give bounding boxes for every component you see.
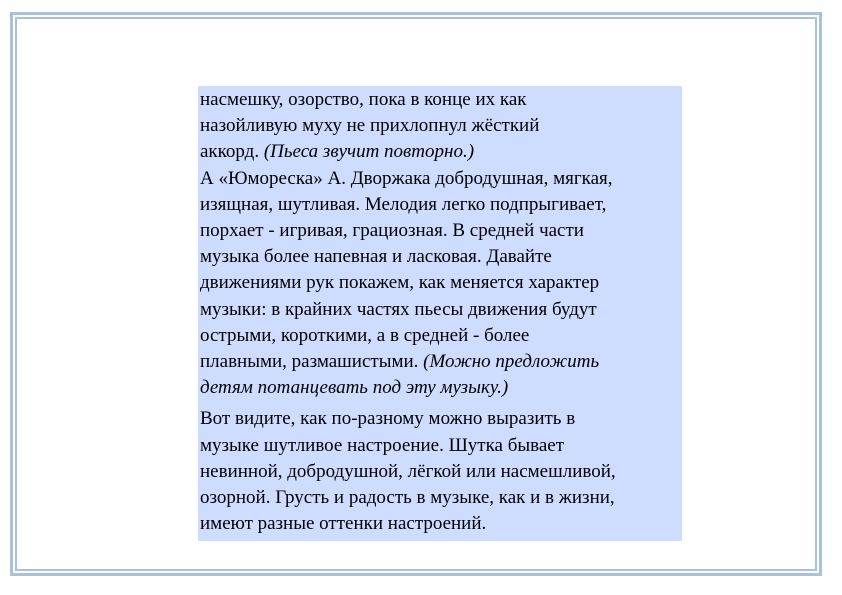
text-line: плавными, размашистыми. (Можно предложить: [200, 351, 600, 373]
text-line: изящная, шутливая. Мелодия легко подпрыгивает,: [200, 193, 607, 215]
text-line: озорной. Грусть и радость в музыке, как и в жизни,: [200, 487, 615, 509]
text-line: имеют разные оттенки настроений.: [200, 513, 487, 535]
text-line: насмешку, озорство, пока в конце их как: [200, 89, 527, 110]
text-line: [200, 375, 682, 401]
text-line: острыми, короткими, а в средней - более: [200, 324, 530, 346]
text-line: музыки: в крайних частях пьесы движения будут: [200, 298, 597, 320]
text-line: А «Юмореска» А. Дворжака добродушная, мягкая,: [200, 167, 613, 189]
text-line: порхает - игривая, грациозная. В средней части: [200, 220, 584, 242]
text-line: музыка более напевная и ласковая. Давайте: [200, 246, 552, 268]
text-box: [198, 86, 682, 541]
text-line: музыке шутливое настроение. Шутка бывает: [200, 434, 565, 456]
text-line: назойливую муху не прихлопнул жёсткий: [200, 115, 540, 137]
paragraph-3: [200, 406, 682, 537]
text-line: движениями рук покажем, как меняется характер: [200, 272, 600, 294]
stage-direction: детям потанцевать под эту музыку.): [200, 377, 509, 399]
stage-direction: (Пьеса звучит повторно.): [263, 141, 475, 163]
paragraph-1: [200, 87, 682, 166]
text-line: невинной, добродушной, лёгкой или насмешливой,: [200, 460, 616, 482]
text-line: Вот видите, как по-разному можно выразить в: [200, 408, 576, 430]
paragraph-2: [200, 166, 682, 402]
text-line: аккорд. (Пьеса звучит повторно.): [200, 141, 475, 163]
stage-direction: (Можно предложить: [423, 351, 600, 373]
